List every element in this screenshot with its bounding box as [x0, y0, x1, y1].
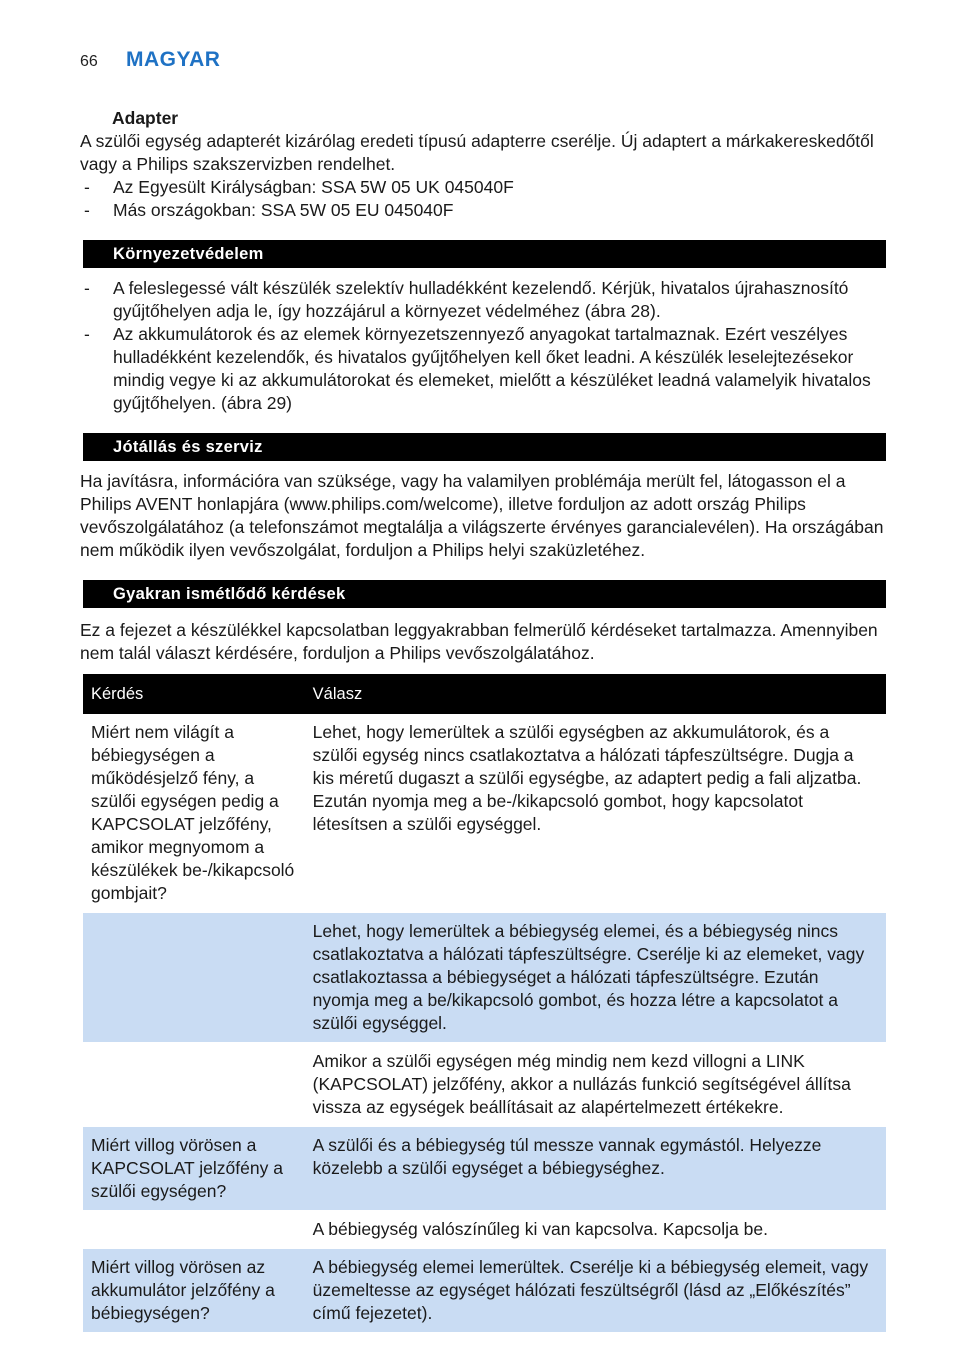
- column-header-answer: Válasz: [305, 674, 886, 714]
- adapter-list: [80, 176, 888, 222]
- question-cell: [83, 1043, 305, 1127]
- table-row: [83, 1249, 886, 1333]
- environment-section: [80, 277, 888, 415]
- question-cell: Miért villog vörösen a KAPCSOLAT jelzőfény a szülői egységen?: [83, 1127, 305, 1211]
- list-item: - Az Egyesült Királyságban: SSA 5W 05 UK 045040F: [80, 176, 888, 199]
- list-item: - Az akkumulátorok és az elemek környezetszennyező anyagokat tartalmaznak. Ezért veszélyes hulladékként kezelendők, és hivatalos gyűjtőhelyen kell őket leadni. A készülék leselejtezésekor mindig vegye ki az akkumulátorokat és elemeket, mielőtt a készüléket leadná valamelyik hivatalos gyűjtőhelyen. (ábra 29): [80, 323, 888, 415]
- table-row: [83, 1043, 886, 1127]
- column-header-question: Kérdés: [83, 674, 305, 714]
- answer-cell: Lehet, hogy lemerültek a bébiegység elemei, és a bébiegység nincs csatlakoztatva a hálózati tápfeszültségre. Cserélje ki az elemeket, vagy csatlakoztassa a bébiegységet a hálózati tápfeszültségre. Ezután nyomja meg a be/kikapcsoló gombot, és hozza létre a kapcsolatot a szülői egységgel.: [305, 913, 886, 1043]
- page-number: 66: [80, 53, 98, 70]
- answer-cell: A bébiegység elemei lemerültek. Cserélje ki a bébiegység elemeit, vagy üzemeltesse az egységet hálózati feszültségről (lásd az „Előkészítés” című fejezetet).: [305, 1249, 886, 1333]
- table-row: [83, 714, 886, 913]
- warranty-text: Ha javításra, információra van szüksége, vagy ha valamilyen problémája merült fel, látogasson el a Philips AVENT honlapjára (www.philips.com/welcome), illetve forduljon az adott ország Philips vevőszolgálatához (a telefonszámot megtalálja a világszerte érvényes garancialevélen). Ha országában nem működik ilyen vevőszolgálat, forduljon a Philips helyi szaküzletéhez.: [80, 471, 884, 560]
- question-cell: [83, 913, 305, 1043]
- table-header-row: [83, 674, 886, 714]
- adapter-heading: Adapter: [112, 108, 179, 128]
- section-heading-environment: Környezetvédelem: [83, 240, 886, 268]
- faq-table: [83, 674, 886, 1332]
- question-cell: Miért nem világít a bébiegységen a működésjelző fény, a szülői egységen pedig a KAPCSOLAT jelzőfény, amikor megnyomom a készülékek be-/kikapcsoló gombjait?: [83, 714, 305, 913]
- table-row: [83, 1127, 886, 1211]
- faq-intro: Ez a fejezet a készülékkel kapcsolatban leggyakrabban felmerülő kérdéseket tartalmazza. Amennyiben nem talál választ kérdésére, forduljon a Philips vevőszolgálatához.: [80, 620, 878, 663]
- section-heading-faq: Gyakran ismétlődő kérdések: [83, 580, 886, 608]
- answer-cell: Amikor a szülői egységen még mindig nem kezd villogni a LINK (KAPCSOLAT) jelzőfény, akkor a nullázás funkció segítségével állítsa vissza az egységek beállításait az alapértelmezett értékekre.: [305, 1043, 886, 1127]
- question-cell: Miért villog vörösen az akkumulátor jelzőfény a bébiegységen?: [83, 1249, 305, 1333]
- language-title: MAGYAR: [126, 48, 221, 71]
- section-heading-warranty: Jótállás és szerviz: [83, 433, 886, 461]
- question-cell: [83, 1211, 305, 1249]
- adapter-text: A szülői egység adapterét kizárólag eredeti típusú adapterre cserélje. Új adaptert a márkakereskedőtől vagy a Philips szakszervizben rendelhet.: [80, 131, 874, 174]
- answer-cell: A bébiegység valószínűleg ki van kapcsolva. Kapcsolja be.: [305, 1211, 886, 1249]
- table-row: [83, 1211, 886, 1249]
- warranty-section: [80, 470, 888, 562]
- answer-cell: Lehet, hogy lemerültek a szülői egységben az akkumulátorok, és a szülői egység nincs csatlakoztatva a hálózati tápfeszültségre. Dugja a kis méretű dugaszt a szülői egységbe, az adaptert pedig a fali aljzatba. Ezután nyomja meg a be-/kikapcsoló gombot, hogy kapcsolatot létesítsen a szülői egységgel.: [305, 714, 886, 913]
- list-item: - A feleslegessé vált készülék szelektív hulladékként kezelendő. Kérjük, hivatalos újrahasznosító gyűjtőhelyen adja le, így hozzájárul a környezet védelméhez (ábra 28).: [80, 277, 888, 323]
- answer-cell: A szülői és a bébiegység túl messze vannak egymástól. Helyezze közelebb a szülői egységet a bébiegységhez.: [305, 1127, 886, 1211]
- table-row: [83, 913, 886, 1043]
- list-item: - Más országokban: SSA 5W 05 EU 045040F: [80, 199, 888, 222]
- environment-list: [80, 277, 888, 415]
- adapter-section: [80, 107, 888, 222]
- faq-intro-section: [80, 619, 888, 665]
